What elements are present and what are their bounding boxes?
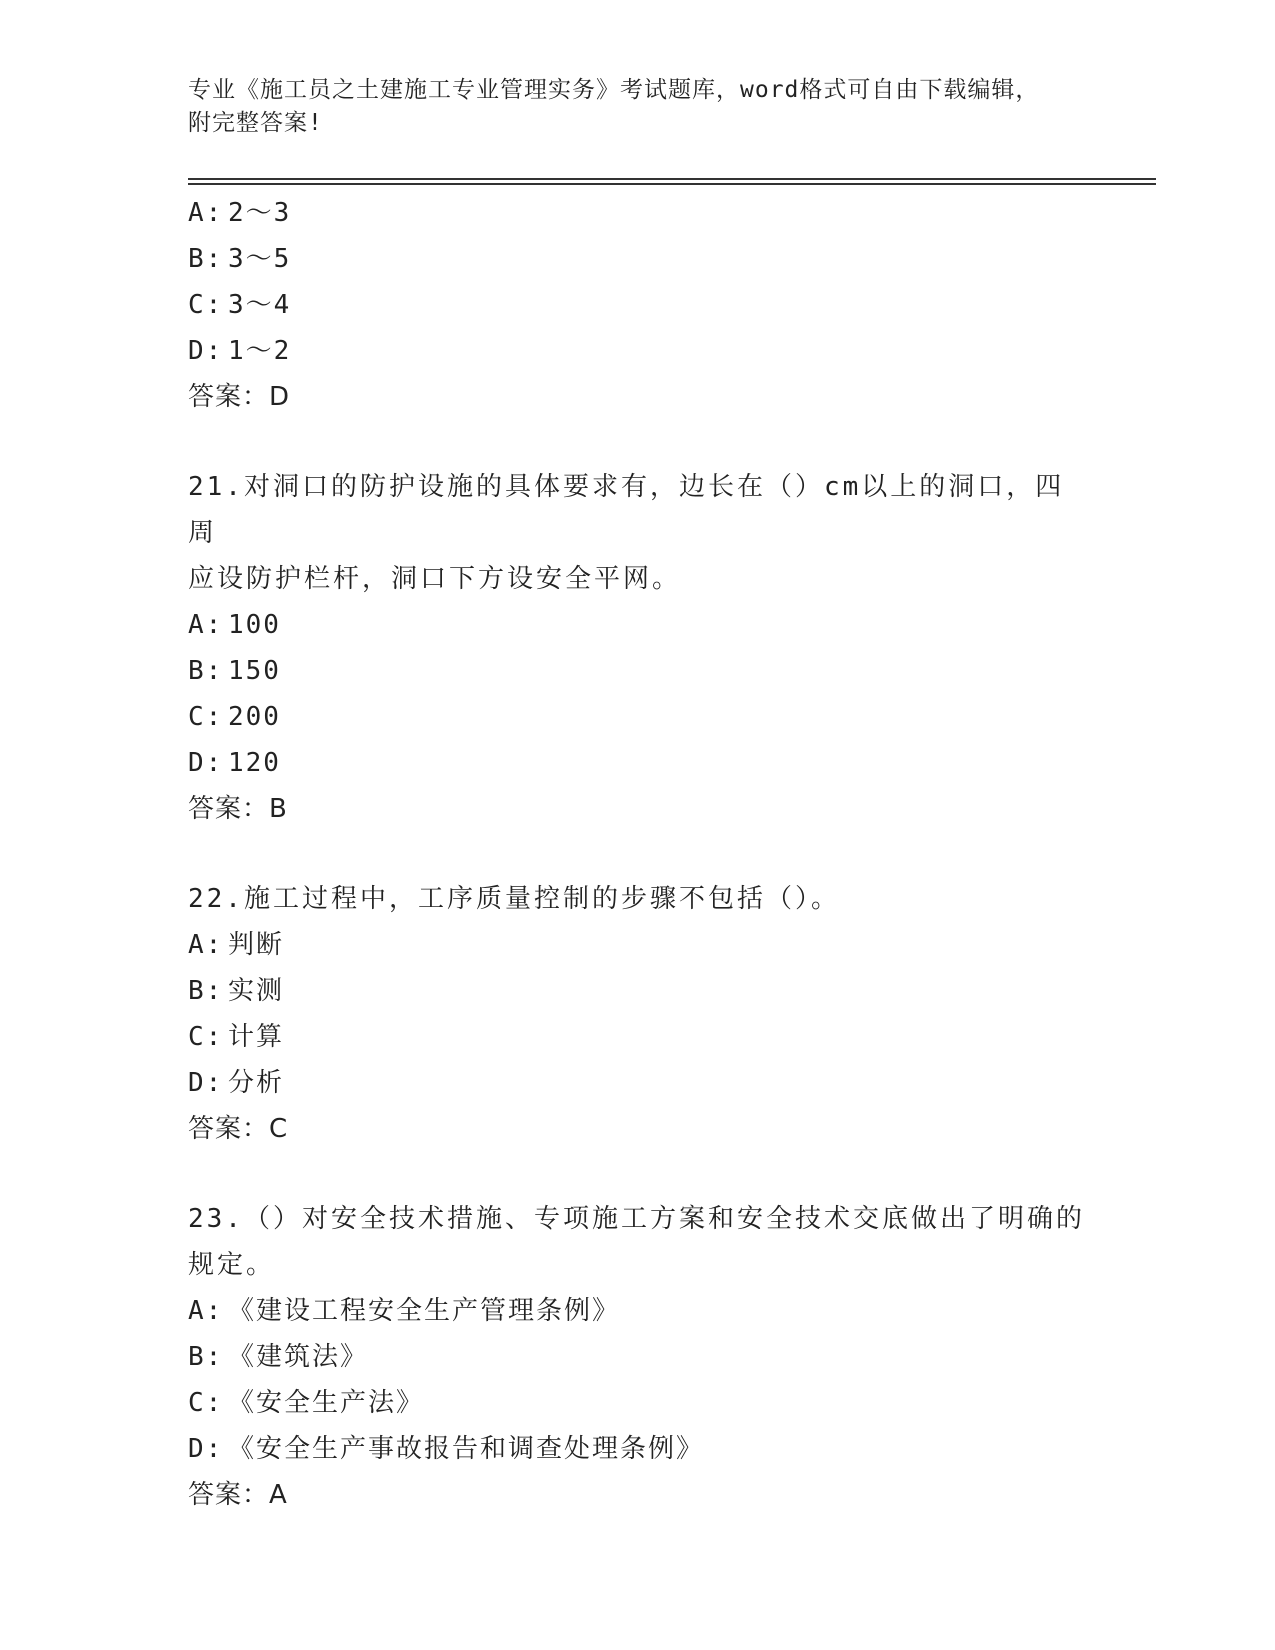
document-header — [188, 74, 1088, 140]
question-stem-line: 22.施工过程中，工序质量控制的步骤不包括（）。 — [188, 884, 840, 914]
option-b: B: 150 — [188, 656, 281, 686]
answer: 答案：A — [188, 1480, 288, 1510]
answer: 答案：D — [188, 382, 291, 412]
question-23 — [188, 1196, 1088, 1518]
header-divider-bottom — [188, 183, 1156, 185]
option-a: A: 100 — [188, 610, 281, 640]
option-c: C: 计算 — [188, 1022, 285, 1052]
header-line-2: 附完整答案! — [188, 110, 323, 136]
question-stem — [188, 1196, 1088, 1288]
option-a: A: 2～3 — [188, 198, 292, 228]
option-c: C: 200 — [188, 702, 281, 732]
option-c: C: 《安全生产法》 — [188, 1388, 425, 1418]
question-21 — [188, 464, 1088, 832]
option-a: A: 判断 — [188, 930, 285, 960]
question-stem — [188, 876, 1088, 922]
question-list — [188, 190, 1088, 1518]
header-line-1: 专业《施工员之土建施工专业管理实务》考试题库，word格式可自由下载编辑， — [188, 77, 1040, 103]
option-d: D: 分析 — [188, 1068, 285, 1098]
question-22 — [188, 876, 1088, 1152]
question-stem-line: 规定。 — [188, 1250, 276, 1280]
header-divider-top — [188, 178, 1156, 180]
option-d: D: 1～2 — [188, 336, 292, 366]
question-20 — [188, 190, 1088, 420]
option-d: D: 《安全生产事故报告和调查处理条例》 — [188, 1434, 705, 1464]
answer: 答案：C — [188, 1114, 289, 1144]
answer: 答案：B — [188, 794, 288, 824]
option-c: C: 3～4 — [188, 290, 292, 320]
question-stem-line: 应设防护栏杆，洞口下方设安全平网。 — [188, 564, 682, 594]
option-b: B: 实测 — [188, 976, 285, 1006]
option-b: B: 《建筑法》 — [188, 1342, 369, 1372]
question-stem — [188, 464, 1088, 602]
option-d: D: 120 — [188, 748, 281, 778]
question-stem-line: 23.（）对安全技术措施、专项施工方案和安全技术交底做出了明确的 — [188, 1204, 1085, 1234]
option-b: B: 3～5 — [188, 244, 292, 274]
option-a: A: 《建设工程安全生产管理条例》 — [188, 1296, 621, 1326]
question-stem-line: 21.对洞口的防护设施的具体要求有，边长在（）cm以上的洞口，四周 — [188, 472, 1065, 548]
